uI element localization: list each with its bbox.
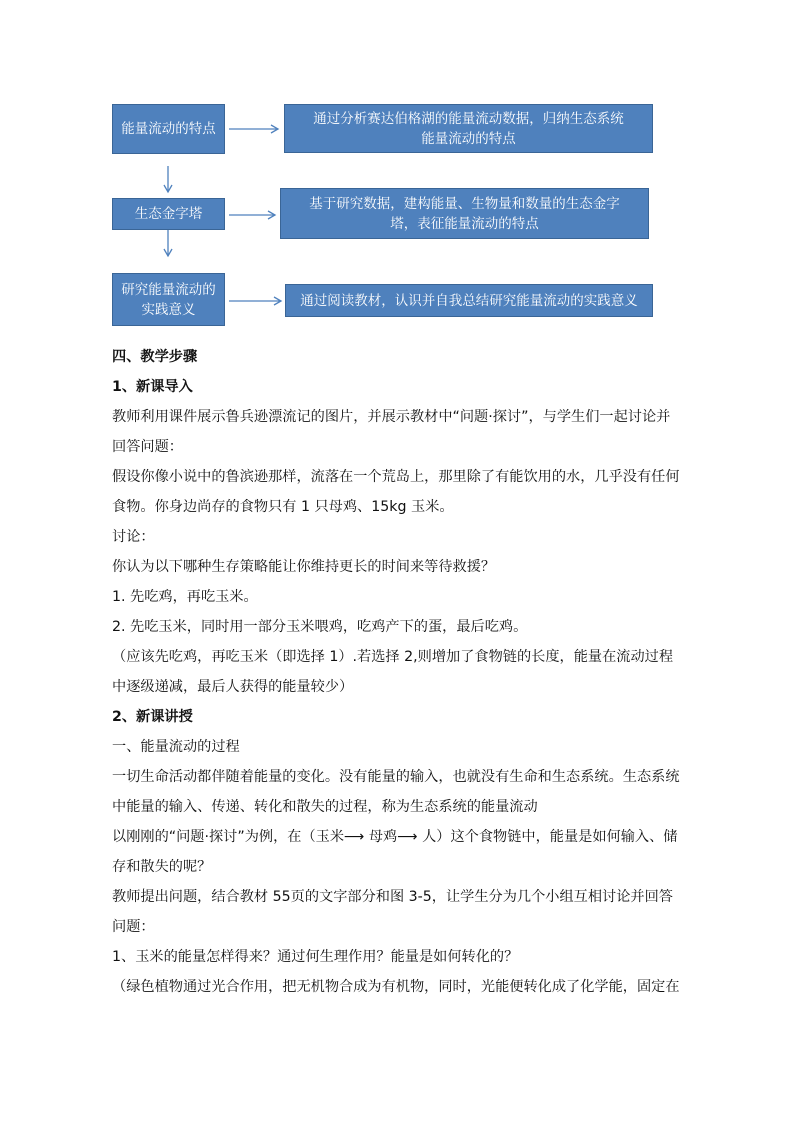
paragraph: 你认为以下哪种生存策略能让你维持更长的时间来等待救援？: [112, 559, 496, 575]
subheading-intro: 1、新课导入: [112, 379, 193, 395]
lesson-content: [112, 342, 684, 1002]
list-item: 2. 先吃玉米，同时用一部分玉米喂鸡，吃鸡产下的蛋，最后吃鸡。: [112, 619, 528, 635]
paragraph: 一、能量流动的过程: [112, 739, 240, 755]
paragraph: 以刚刚的“问题·探讨”为例，在（玉米⟶ 母鸡⟶ 人）这个食物链中，能量是如何输入、储存和散失的呢？: [112, 829, 678, 875]
paragraph: 假设你像小说中的鲁滨逊那样，流落在一个荒岛上，那里除了有能饮用的水，几乎没有任何食物。你身边尚存的食物只有 1 只母鸡、15kg 玉米。: [112, 469, 680, 515]
question: 1、玉米的能量怎样得来？通过何生理作用？能量是如何转化的？: [112, 949, 519, 965]
subheading-lecture: 2、新课讲授: [112, 709, 193, 725]
paragraph: 一切生命活动都伴随着能量的变化。没有能量的输入，也就没有生命和生态系统。生态系统中能量的输入、传递、转化和散失的过程，称为生态系统的能量流动: [112, 769, 680, 815]
right-box-2: 基于研究数据，建构能量、生物量和数量的生态金字塔，表征能量流动的特点: [280, 188, 649, 239]
list-item: 1. 先吃鸡，再吃玉米。: [112, 589, 258, 605]
paragraph: （绿色植物通过光合作用，把无机物合成为有机物，同时，光能便转化成了化学能，固定在: [112, 979, 680, 995]
right-box-3: 通过阅读教材，认识并自我总结研究能量流动的实践意义: [285, 284, 653, 317]
left-box-1: 能量流动的特点: [112, 104, 225, 154]
right-box-1: 通过分析赛达伯格湖的能量流动数据，归纳生态系统能量流动的特点: [284, 104, 653, 153]
flowchart: [0, 0, 794, 340]
left-box-2: 生态金字塔: [112, 198, 225, 230]
paragraph: 讨论：: [112, 529, 155, 545]
section-heading-steps: 四、教学步骤: [112, 349, 198, 365]
paragraph: 教师利用课件展示鲁兵逊漂流记的图片，并展示教材中“问题·探讨”，与学生们一起讨论并回答问题：: [112, 409, 671, 455]
paragraph: （应该先吃鸡，再吃玉米（即选择 1）.若选择 2,则增加了食物链的长度，能量在流动过程中逐级递减，最后人获得的能量较少）: [112, 649, 674, 695]
left-box-3: 研究能量流动的实践意义: [112, 273, 225, 326]
paragraph: 教师提出问题，结合教材 55页的文字部分和图 3-5，让学生分为几个小组互相讨论并回答问题：: [112, 889, 673, 935]
